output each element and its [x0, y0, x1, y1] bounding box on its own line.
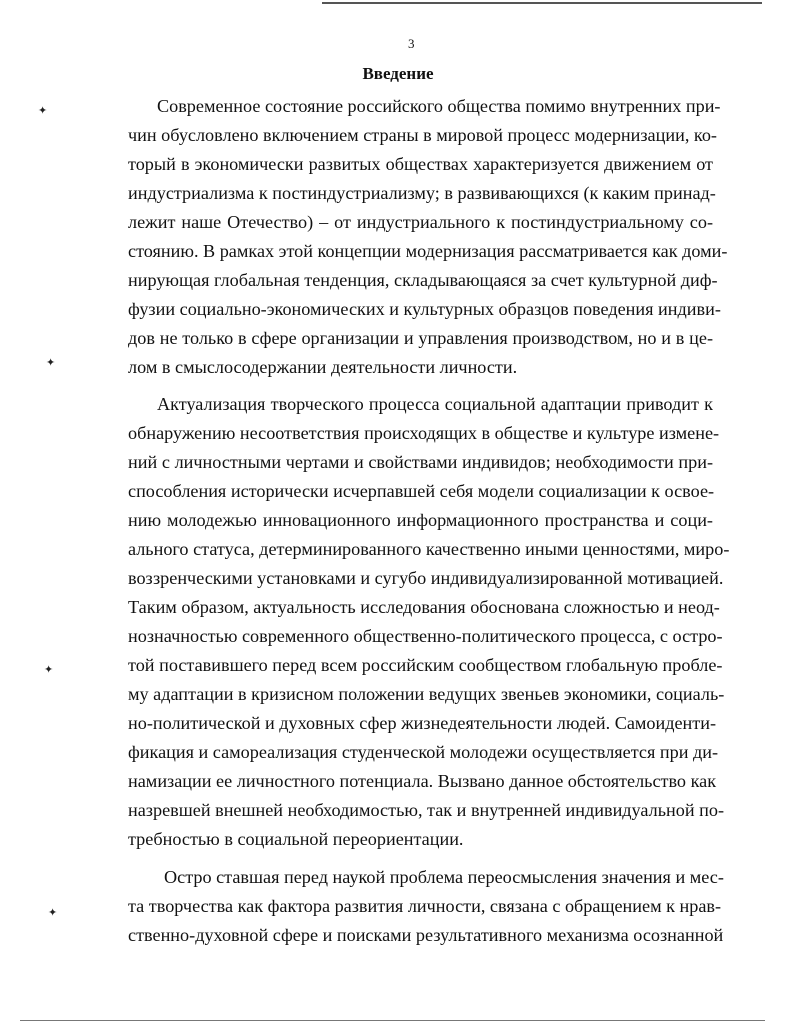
text-line: му адаптации в кризисном положении ведущих звеньев экономики, социаль-: [128, 684, 725, 704]
text-line: требностью в социальной переориентации.: [128, 829, 464, 849]
text-line: намизации ее личностного потенциала. Вызвано данное обстоятельство как: [128, 771, 717, 791]
text-line: нозначностью современного общественно-политического процесса, с остро-: [128, 626, 723, 646]
text-line: Актуализация творческого процесса социальной адаптации приводит к: [157, 394, 713, 414]
scan-mark-icon: ✦: [48, 907, 58, 919]
text-line: Таким образом, актуальность исследования обоснована сложностью и неод-: [128, 597, 720, 617]
top-rule: [322, 2, 762, 4]
text-line: но-политической и духовных сфер жизнедеятельности людей. Самоиденти-: [128, 713, 717, 733]
text-line: лом в смыслосодержании деятельности личности.: [128, 357, 518, 377]
text-line: лежит наше Отечество) – от индустриального к постиндустриальному со-: [128, 212, 713, 232]
text-line: той поставившего перед всем российским сообществом глобальную пробле-: [128, 655, 723, 675]
bottom-rule: [20, 1020, 765, 1021]
scan-mark-icon: ✦: [44, 664, 54, 676]
text-line: ственно-духовной сфере и поисками результативного механизма осознанной: [128, 925, 724, 945]
text-line: ального статуса, детерминированного качественно иными ценностями, миро-: [128, 539, 730, 559]
text-line: Остро ставшая перед наукой проблема переосмысления значения и мес-: [164, 867, 724, 887]
text-line: Современное состояние российского общества помимо внутренних при-: [157, 96, 721, 116]
text-line: фикация и самореализация студенческой молодежи осуществляется при ди-: [128, 742, 719, 762]
text-line: дов не только в сфере организации и управления производством, но и в це-: [128, 328, 713, 348]
text-line: воззренческими установками и сугубо индивидуализированной мотивацией.: [128, 568, 724, 588]
text-line: обнаружению несоответствия происходящих в обществе и культуре измене-: [128, 423, 720, 443]
text-line: та творчества как фактора развития личности, связана с обращением к нрав-: [128, 896, 722, 916]
scan-mark-icon: ✦: [38, 105, 48, 117]
text-line: индустриализма к постиндустриализму; в развивающихся (к каким принад-: [128, 183, 716, 203]
section-heading: Введение: [362, 64, 434, 83]
scan-mark-icon: ✦: [46, 357, 56, 369]
text-line: чин обусловлено включением страны в мировой процесс модернизации, ко-: [128, 125, 717, 145]
text-line: стоянию. В рамках этой концепции модернизация рассматривается как доми-: [128, 241, 728, 261]
text-line: нию молодежью инновационного информационного пространства и соци-: [128, 510, 713, 530]
text-line: назревшей внешней необходимостью, так и внутренней индивидуальной по-: [128, 800, 725, 820]
page-number: 3: [408, 36, 415, 51]
text-line: способления исторически исчерпавшей себя модели социализации к освое-: [128, 481, 715, 501]
text-line: торый в экономически развитых обществах характеризуется движением от: [128, 154, 713, 174]
text-line: ний с личностными чертами и свойствами индивидов; необходимости при-: [128, 452, 713, 472]
text-line: фузии социально-экономических и культурных образцов поведения индиви-: [128, 299, 721, 319]
text-line: нирующая глобальная тенденция, складывающаяся за счет культурной диф-: [128, 270, 718, 290]
